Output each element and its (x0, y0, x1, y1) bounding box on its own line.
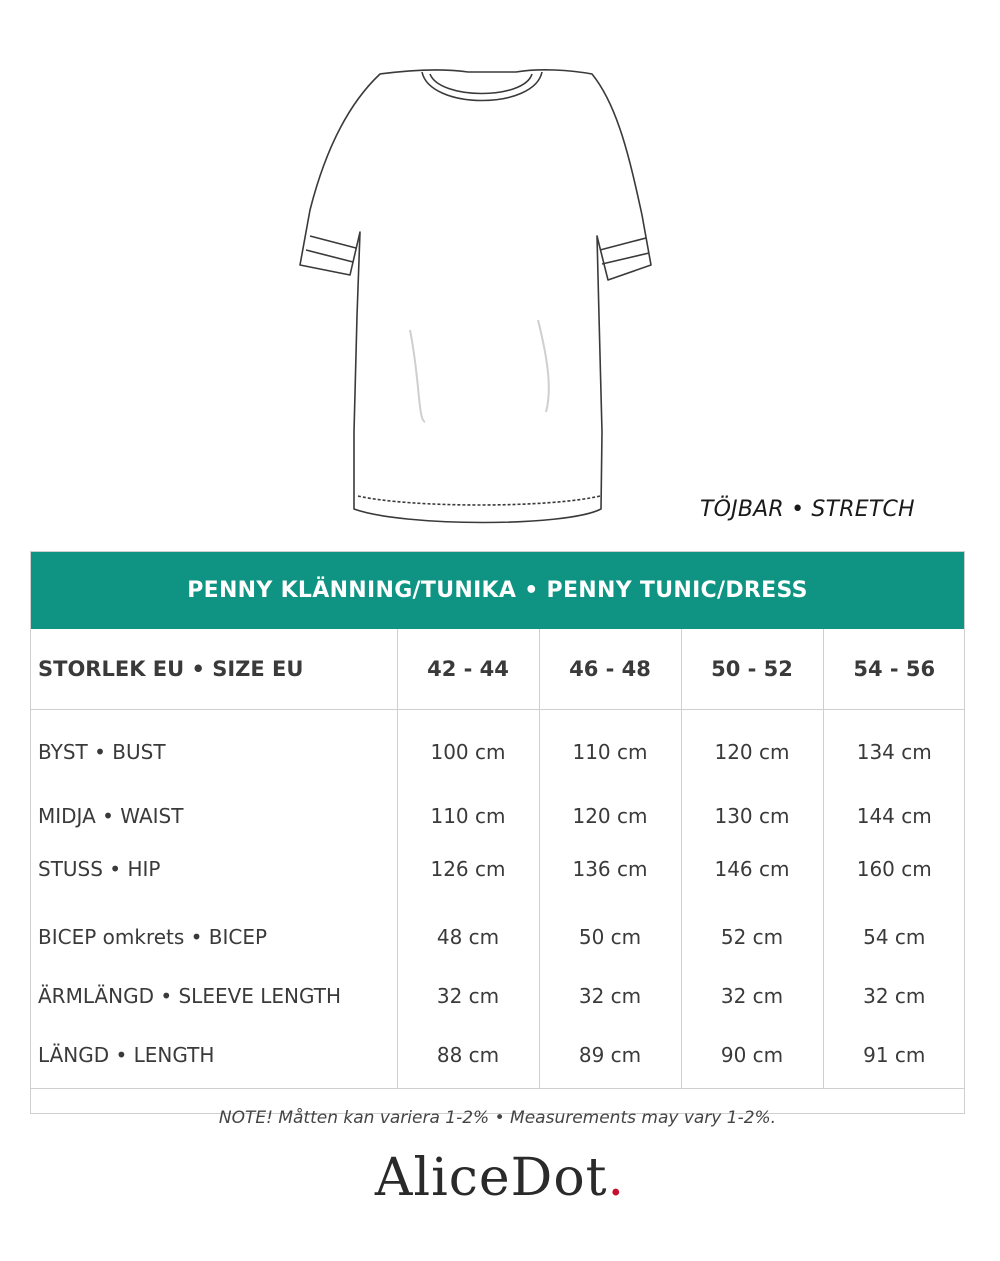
measurement-label: STUSS • HIP (38, 857, 161, 881)
size-chart-title: PENNY KLÄNNING/TUNIKA • PENNY TUNIC/DRESS (31, 552, 964, 629)
measurement-value: 32 cm (681, 970, 823, 1022)
brand-logo (0, 1148, 1000, 1208)
table-row (31, 710, 965, 789)
size-column-header: 50 - 52 (681, 629, 823, 710)
size-column-header: 46 - 48 (539, 629, 681, 710)
measurement-value: 54 cm (823, 894, 965, 970)
measurement-label: MIDJA • WAIST (38, 804, 184, 828)
garment-illustration (290, 60, 680, 530)
measurement-value: 110 cm (539, 710, 681, 789)
measurement-value: 120 cm (539, 788, 681, 844)
measurement-value: 120 cm (681, 710, 823, 789)
table-row (31, 844, 965, 894)
size-column-header: 42 - 44 (397, 629, 539, 710)
measurement-note: NOTE! Måtten kan variera 1-2% • Measurements may vary 1-2%. (31, 1088, 964, 1147)
measurement-value: 32 cm (397, 970, 539, 1022)
measurement-value: 50 cm (539, 894, 681, 970)
size-header-row (31, 629, 965, 710)
brand-dot: . (607, 1148, 626, 1208)
table-row (31, 970, 965, 1022)
measurement-value: 32 cm (539, 970, 681, 1022)
measurement-label: ÄRMLÄNGD • SLEEVE LENGTH (38, 984, 342, 1008)
measurement-label: BYST • BUST (38, 740, 166, 764)
measurement-label: LÄNGD • LENGTH (38, 1043, 215, 1067)
measurement-value: 100 cm (397, 710, 539, 789)
size-column-header: 54 - 56 (823, 629, 965, 710)
size-chart (30, 551, 965, 1128)
measurement-value: 136 cm (539, 844, 681, 894)
measurement-label: BICEP omkrets • BICEP (38, 925, 268, 949)
stretch-label: TÖJBAR • STRETCH (700, 497, 915, 522)
measurement-value: 52 cm (681, 894, 823, 970)
table-row (31, 894, 965, 970)
measurement-value: 160 cm (823, 844, 965, 894)
size-table (31, 629, 965, 1088)
measurement-value: 110 cm (397, 788, 539, 844)
table-row (31, 1022, 965, 1088)
measurement-value: 134 cm (823, 710, 965, 789)
measurement-value: 89 cm (539, 1022, 681, 1088)
size-header-label: STORLEK EU • SIZE EU (31, 629, 397, 710)
measurement-value: 130 cm (681, 788, 823, 844)
measurement-value: 32 cm (823, 970, 965, 1022)
measurement-value: 126 cm (397, 844, 539, 894)
measurement-value: 90 cm (681, 1022, 823, 1088)
measurement-value: 91 cm (823, 1022, 965, 1088)
measurement-value: 48 cm (397, 894, 539, 970)
brand-name: AliceDot (374, 1148, 608, 1208)
measurement-value: 146 cm (681, 844, 823, 894)
measurement-value: 88 cm (397, 1022, 539, 1088)
measurement-value: 144 cm (823, 788, 965, 844)
table-row (31, 788, 965, 844)
